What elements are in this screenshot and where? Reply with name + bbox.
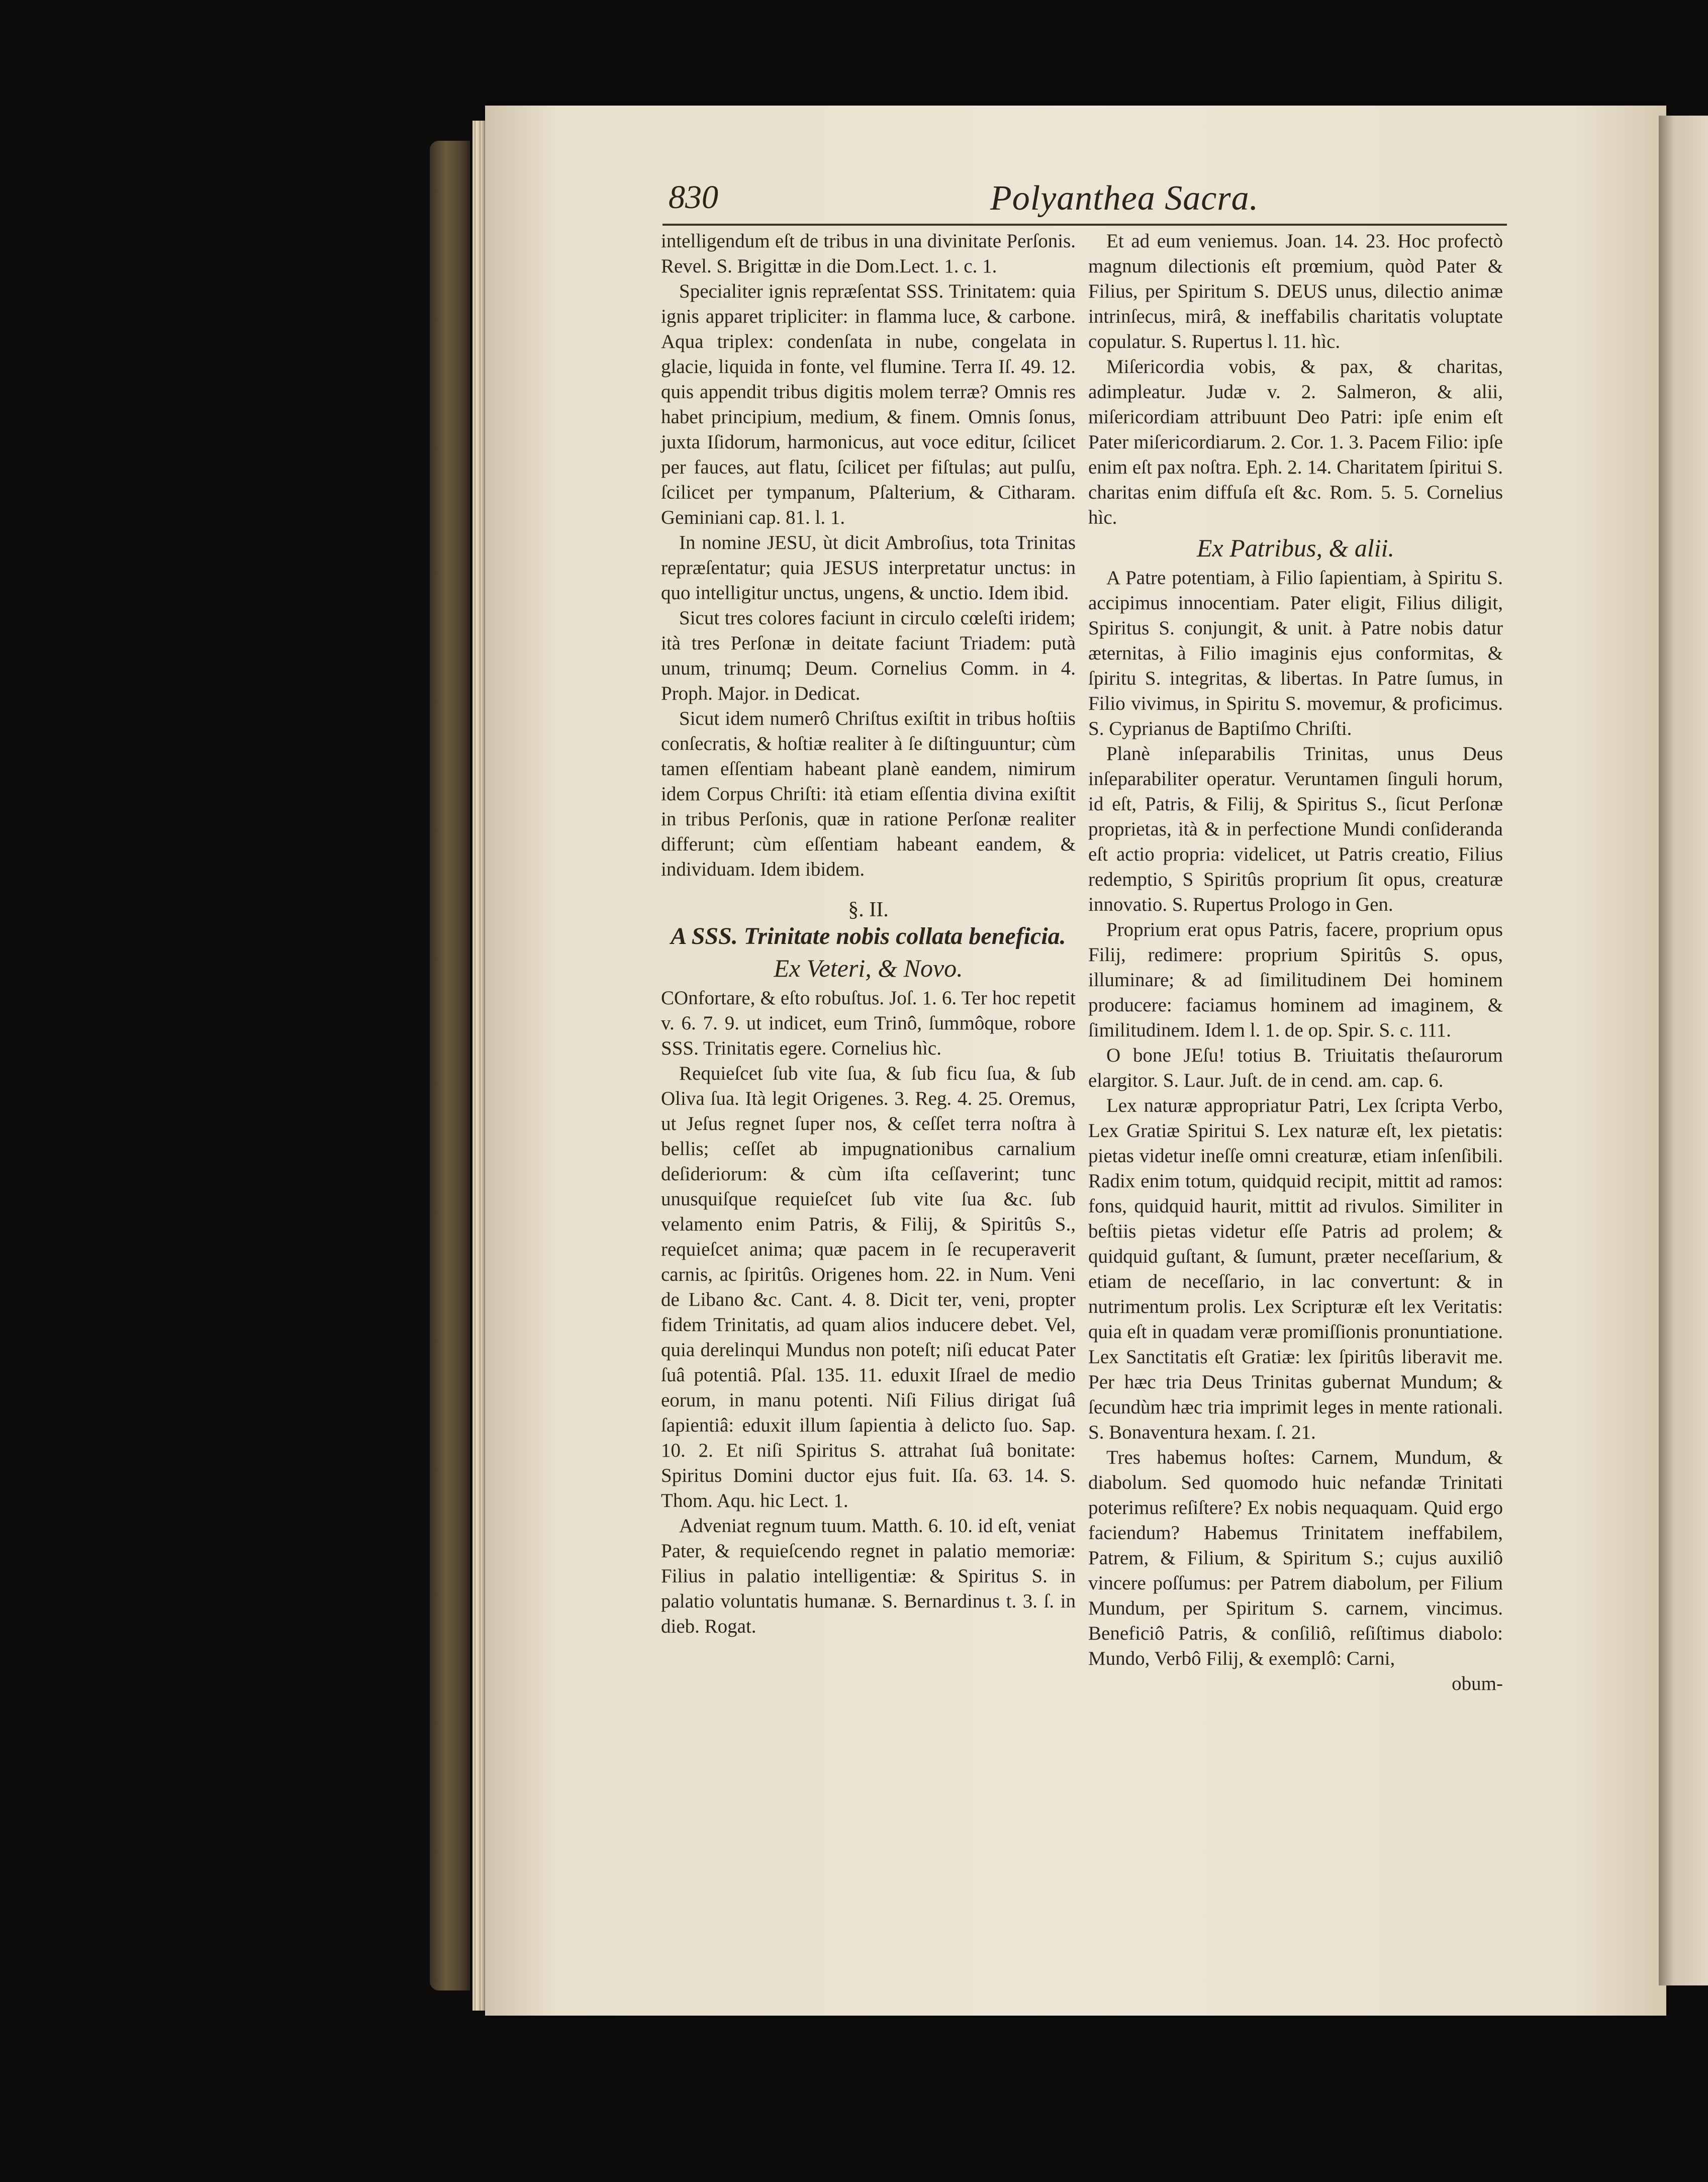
paragraph: Sicut idem numerô Chriſtus exiſtit in tribus hoſtiis conſecratis, & hoſtiæ realiter à ſe diſtinguuntur; cùm tamen eſſentiam habeant planè eandem, nimirum idem Corpus Chriſti: ità etiam eſſentia divina exiſtit in tribus Perſonis, quæ in ratione Perſonæ realiter differunt; cùm eſſentiam habeant eandem, & individuam. Idem ibidem.: [661, 708, 1076, 880]
right-column: [1088, 229, 1503, 1696]
paragraph: COnfortare, & eſto robuſtus. Joſ. 1. 6. Ter hoc repetit v. 6. 7. 9. ut indicet, eum Trinô, ſummôque, robore SSS. Trinitatis egere. Cornelius hìc.: [661, 987, 1076, 1059]
book-spine: [430, 141, 470, 1990]
catchword: obum-: [1452, 1673, 1503, 1694]
paragraph: In nomine JESU, ùt dicit Ambroſius, tota Trinitas repræſentatur; quia JESUS interpretatur unctus: in quo intelligitur unctus, ungens, & unctio. Idem ibid.: [661, 532, 1076, 604]
page-header: [669, 178, 1503, 226]
paragraph: Miſericordia vobis, & pax, & charitas, adimpleatur. Judæ v. 2. Salmeron, & alii, miſericordiam attribuunt Deo Patri: ipſe enim eſt Pater miſericordiarum. 2. Cor. 1. 3. Pacem Filio: ipſe enim eſt pax noſtra. Eph. 2. 14. Charitatem ſpiritui S. charitas enim diffuſa eſt &c. Rom. 5. 5. Cornelius hìc.: [1088, 356, 1503, 528]
paragraph: Planè inſeparabilis Trinitas, unus Deus inſeparabiliter operatur. Veruntamen ſinguli horum, id eſt, Patris, & Filij, & Spiritus S., ſicut Perſonæ proprietas, ità & in perfectione Mundi conſideranda eſt actio propria: videlicet, ut Patris creatio, Filius redemptio, S Spiritûs proprium ſit opus, creaturæ innovatio. S. Rupertus Prologo in Gen.: [1088, 743, 1503, 915]
sub-heading: Ex Patribus, & alii.: [1196, 534, 1395, 562]
paragraph: Tres habemus hoſtes: Carnem, Mundum, & diabolum. Sed quomodo huic nefandæ Trinitati poterimus reſiſtere? Ex nobis nequaquam. Quid ergo faciendum? Habemus Trinitatem ineffabilem, Patrem, & Filium, & Spiritum S.; cujus auxiliô vincere poſſumus: per Patrem diabolum, per Filium Mundum, per Spiritum S. carnem, vincimus. Beneficiô Patris, & conſiliô, reſiſtimus diabolo: Mundo, Verbô Filij, & exemplô: Carni,: [1088, 1447, 1503, 1669]
paragraph: Specialiter ignis repræſentat SSS. Trinitatem: quia ignis apparet tripliciter: in flamma luce, & carbone. Aqua triplex: condenſata in nube, congelata in glacie, liquida in fonte, vel flumine. Terra Iſ. 49. 12. quis appendit tribus digitis molem terræ? Omnis res habet principium, medium, & finem. Omnis ſonus, juxta Iſidorum, harmonicus, aut voce editur, ſcilicet per fauces, aut flatu, ſcilicet per fiſtulas; aut pulſu, ſcilicet per tympanum, Pſalterium, & Citharam. Geminiani cap. 81. l. 1.: [661, 280, 1076, 528]
page-number: 830: [669, 179, 718, 216]
facing-page-edge: [1659, 116, 1708, 1985]
paragraph: A Patre potentiam, à Filio ſapientiam, à Spiritu S. accipimus innocentiam. Pater eligit, Filius diligit, Spiritus S. conjungit, & unit. à Patre nobis datur æternitas, à Filio imaginis ejus conformitas, & ſpiritu S. integritas, & libertas. In Patre ſumus, in Filio vivimus, in Spiritu S. movemur, & proficimus. S. Cyprianus de Baptiſmo Chriſti.: [1088, 567, 1503, 739]
header-rule: [662, 224, 1507, 226]
section-number: §. II.: [848, 898, 889, 921]
paragraph: Adveniat regnum tuum. Matth. 6. 10. id eſt, veniat Pater, & requieſcendo regnet in palatio memoriæ: Filius in palatio intelligentiæ: & Spiritus S. in palatio voluntatis humanæ. S. Bernardinus t. 3. ſ. in dieb. Rogat.: [661, 1515, 1076, 1637]
paragraph: intelligendum eſt de tribus in una divinitate Perſonis. Revel. S. Brigittæ in die Dom.Lect. 1. c. 1.: [661, 230, 1076, 277]
paragraph: Et ad eum veniemus. Joan. 14. 23. Hoc profectò magnum dilectionis eſt prœmium, quòd Pater & Filius, per Spiritum S. DEUS unus, dilectio animæ intrinſecus, mirâ, & ineffabilis charitatis voluptate copulatur. S. Rupertus l. 11. hìc.: [1088, 230, 1503, 352]
left-column: [661, 229, 1076, 1639]
running-title: Polyanthea Sacra.: [990, 179, 1259, 218]
section-heading: A SSS. Trinitate nobis collata beneficia.: [671, 923, 1066, 950]
paragraph: Proprium erat opus Patris, facere, proprium opus Filij, redimere: proprium Spiritûs S. opus, illuminare; & ad ſimilitudinem Dei hominem producere: faciamus hominem ad imaginem, & ſimilitudinem. Idem l. 1. de op. Spir. S. c. 111.: [1088, 919, 1503, 1041]
paragraph: O bone JEſu! totius B. Triuitatis theſaurorum elargitor. S. Laur. Juſt. de in cend. am. cap. 6.: [1088, 1045, 1503, 1091]
paragraph: Requieſcet ſub vite ſua, & ſub ficu ſua, & ſub Oliva ſua. Ità legit Origenes. 3. Reg. 4. 25. Oremus, ut Jeſus regnet ſuper nos, & ceſſet terra noſtra à bellis; ceſſet ab impugnationibus carnalium deſideriorum: & cùm iſta ceſſaverint; tunc unusquiſque requieſcet ſub vite ſua &c. ſub velamento enim Patris, & Filij, & Spiritûs S., requieſcet anima; quæ pacem in ſe recuperaverit carnis, ac ſpiritûs. Origenes hom. 22. in Num. Veni de Libano &c. Cant. 4. 8. Dicit ter, veni, propter fidem Trinitatis, ad quam alios inducere debet. Vel, quia derelinqui Mundus non poteſt; niſi educat Pater ſuâ potentiâ. Pſal. 135. 11. eduxit Iſrael de medio eorum, in manu potenti. Niſi Filius dirigat ſuâ ſapientiâ: eduxit illum ſapientia à delicto ſuo. Sap. 10. 2. Et niſi Spiritus S. attrahat ſuâ bonitate: Spiritus Domini ductor ejus fuit. Iſa. 63. 14. S. Thom. Aqu. hic Lect. 1.: [661, 1063, 1076, 1511]
paragraph: Sicut tres colores faciunt in circulo cœleſti iridem; ità tres Perſonæ in deitate faciunt Triadem: putà unum, trinumq; Deum. Cornelius Comm. in 4. Proph. Major. in Dedicat.: [661, 607, 1076, 704]
paragraph: Lex naturæ appropriatur Patri, Lex ſcripta Verbo, Lex Gratiæ Spiritui S. Lex naturæ eſt, lex pietatis: pietas videtur ineſſe omni creaturæ, etiam inſenſibili. Radix enim totum, quidquid recipit, mittit ad ramos: fons, quidquid haurit, mittit ad rivulos. Similiter in beſtiis pietas videtur eſſe Patris ad prolem; & quidquid guſtant, & ſumunt, præter neceſſarium, & etiam de neceſſario, in lac convertunt: & in nutrimentum prolis. Lex Scripturæ eſt lex Veritatis: quia eſt in quadam veræ promiſſionis pronuntiatione. Lex Sanctitatis eſt Gratiæ: lex ſpiritûs liberavit me. Per hæc tria Deus Trinitas gubernat Mundum; & ſecundùm hæc tria imprimit leges in mente rationali. S. Bonaventura hexam. ſ. 21.: [1088, 1095, 1503, 1443]
sub-heading: Ex Veteri, & Novo.: [774, 954, 963, 982]
